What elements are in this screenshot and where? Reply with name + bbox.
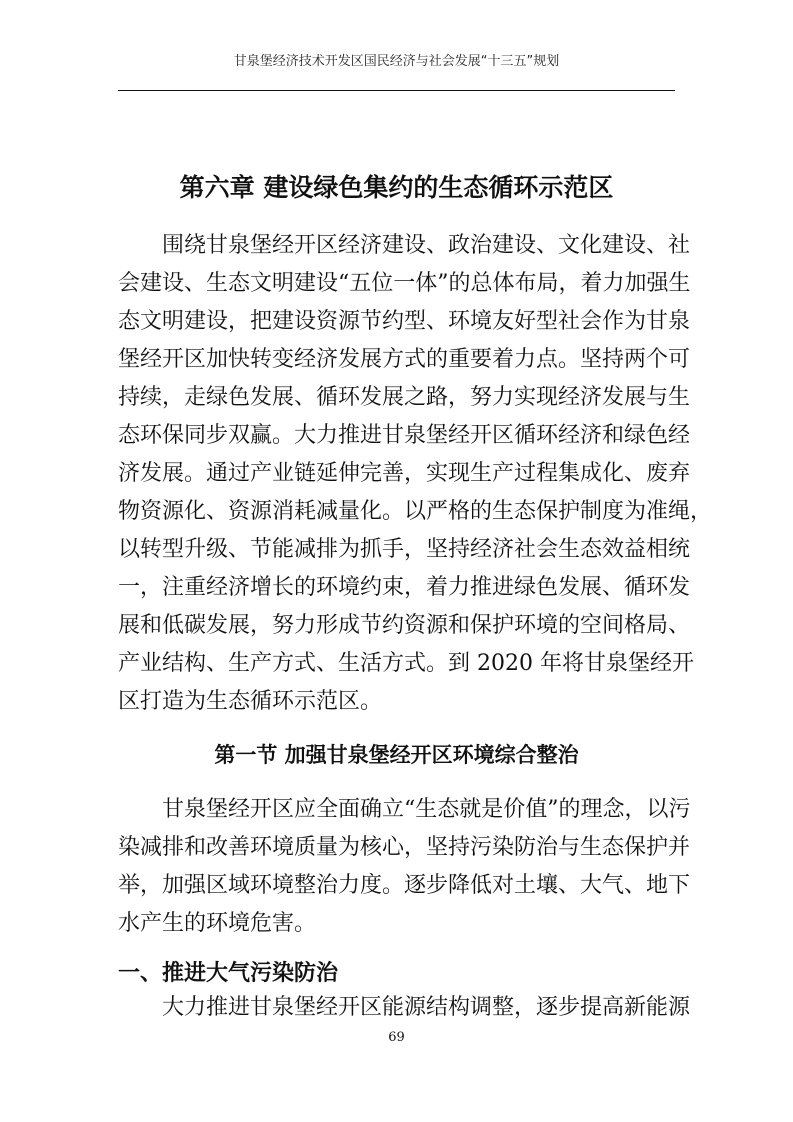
section-title: 第一节 加强甘泉堡经开区环境综合整治 xyxy=(214,742,579,767)
paragraph-line: 围绕甘泉堡经开区经济建设、政治建设、文化建设、社 xyxy=(118,233,691,258)
page-number: 69 xyxy=(388,1030,405,1045)
paragraph-line: 甘泉堡经开区应全面确立“生态就是价值”的理念，以污 xyxy=(118,797,691,822)
paragraph-line: 物资源化、资源消耗减量化。以严格的生态保护制度为准绳， xyxy=(118,499,713,524)
subsection-heading: 一、推进大气污染防治 xyxy=(118,961,339,986)
header-rule xyxy=(118,90,675,91)
paragraph-line: 堡经开区加快转变经济发展方式的重要着力点。坚持两个可 xyxy=(118,347,691,372)
paragraph-line: 态环保同步双赢。大力推进甘泉堡经开区循环经济和绿色经 xyxy=(118,423,691,448)
paragraph-line: 区打造为生态循环示范区。 xyxy=(118,689,383,714)
paragraph-line: 大力推进甘泉堡经开区能源结构调整，逐步提高新能源 xyxy=(118,995,691,1020)
paragraph-line: 产业结构、生产方式、生活方式。到 2020 年将甘泉堡经开 xyxy=(118,651,694,676)
section-paragraph xyxy=(118,791,691,943)
paragraph-line: 以转型升级、节能减排为抓手，坚持经济社会生态效益相统 xyxy=(118,537,691,562)
paragraph-line: 举，加强区域环境整治力度。逐步降低对土壤、大气、地下 xyxy=(118,873,691,898)
paragraph-line: 态文明建设，把建设资源节约型、环境友好型社会作为甘泉 xyxy=(118,309,691,334)
paragraph-line: 水产生的环境危害。 xyxy=(118,911,317,936)
subsection-paragraph xyxy=(118,989,691,1027)
paragraph-line: 染减排和改善环境质量为核心，坚持污染防治与生态保护并 xyxy=(118,835,691,860)
chapter-title: 第六章 建设绿色集约的生态循环示范区 xyxy=(179,173,614,202)
intro-paragraph xyxy=(118,227,713,721)
paragraph-line: 济发展。通过产业链延伸完善，实现生产过程集成化、废弃 xyxy=(118,461,691,486)
paragraph-line: 一，注重经济增长的环境约束，着力推进绿色发展、循环发 xyxy=(118,575,691,600)
paragraph-line: 持续，走绿色发展、循环发展之路，努力实现经济发展与生 xyxy=(118,385,691,410)
paragraph-line: 会建设、生态文明建设“五位一体”的总体布局，着力加强生 xyxy=(118,271,691,296)
paragraph-line: 展和低碳发展，努力形成节约资源和保护环境的空间格局、 xyxy=(118,613,691,638)
running-header: 甘泉堡经济技术开发区国民经济与社会发展“十三五”规划 xyxy=(233,54,560,69)
